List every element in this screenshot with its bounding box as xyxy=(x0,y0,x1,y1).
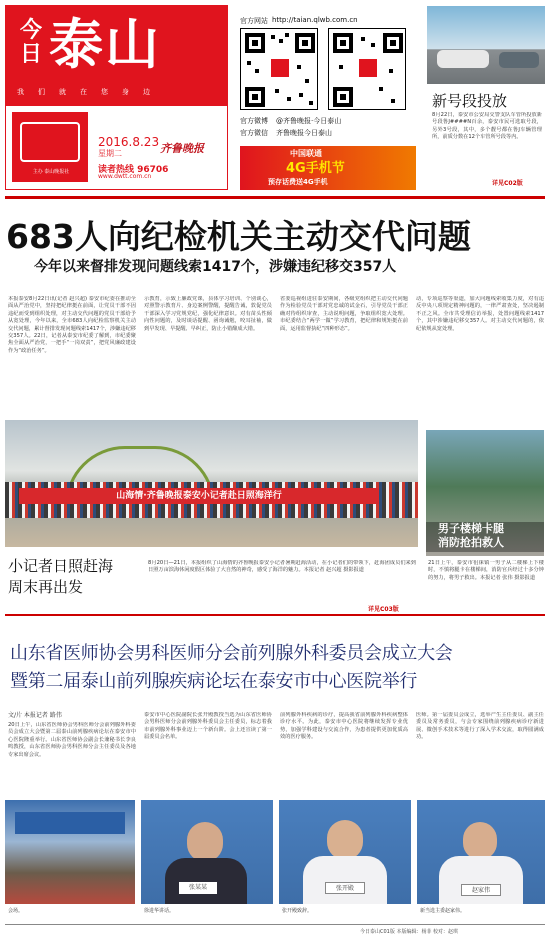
weibo-label: 官方微博 xyxy=(240,117,268,125)
bottom-byline: 文/片 本报记者 路伟 xyxy=(8,712,62,719)
side-story-photo xyxy=(427,6,545,84)
qr-wechat-icon xyxy=(329,29,406,110)
bottom-column-4: 医师。第一届委员会成立，选举产生主任委员、副主任委员及常务委员，与会专家围绕前列腺疾病诊疗新进展、微创手术技术等进行了深入学术交流，取得圆满成功。 xyxy=(416,712,544,741)
qr-code-wechat xyxy=(328,28,406,110)
seal-icon xyxy=(20,122,80,162)
reader-hotline: 读者热线 96706 xyxy=(98,165,169,175)
nameplate-3: 赵家伟 xyxy=(461,884,501,896)
nameplate-1: 张某某 xyxy=(179,882,217,894)
logo-small-text: 今日 xyxy=(19,17,42,67)
bottom-column-3: 前列腺外科疾病的诊疗，提高我省前列腺外科疾病整体诊疗水平。为此，泰安市中心医院将继续发挥专业优势，加强学科建设与交流合作，为患者提供更加优质高效的医疗服务。 xyxy=(280,712,408,741)
masthead-logo xyxy=(15,13,220,79)
footer-divider xyxy=(5,924,545,925)
side-story-ref[interactable]: 详见C02版 xyxy=(492,180,523,187)
ad-line2: 预存话费送4G手机 xyxy=(268,178,328,186)
car-shape xyxy=(437,50,489,68)
qr-weibo-icon xyxy=(241,29,318,110)
ad-brand: 中国联通 xyxy=(290,149,322,158)
masthead-slogan: 我们就在您身边 xyxy=(17,88,164,96)
photo-caption-speaker-1: 徐进华讲话。 xyxy=(144,908,175,914)
photo-story-ref[interactable]: 详见C03版 xyxy=(368,606,399,613)
conference-photo-speaker-2 xyxy=(279,800,411,904)
brand-name: 齐鲁晚报 xyxy=(160,142,204,155)
person-head-shape xyxy=(187,822,223,862)
person-head-shape xyxy=(327,820,363,860)
rescue-caption: 21日上午，泰安市徂徕镇一男子从二楼梯上下楼时，不慎将腿卡在楼梯间，消防官兵经过十多分钟的努力，将男子救出。本报记者 张伟 摄影报道 xyxy=(428,560,544,581)
masthead-seal-block xyxy=(12,112,88,182)
site-url[interactable]: http://taian.qlwb.com.cn xyxy=(272,16,358,24)
photo-caption-venue: 会场。 xyxy=(8,908,24,914)
side-story-body: 8月22日，泰安市公安局交警支队车管所投放新号段鲁J####N百余，泰安市民可选取号段，另外3号段，其中，多个靓号都在鲁J车辆管理所，前质分数在12个车管所号段等内。 xyxy=(432,112,542,141)
car-shape xyxy=(499,52,539,68)
masthead-edition-note: 主办 泰山晚报社 xyxy=(32,169,70,175)
lead-column-1: 本报泰安8月22日讯(记者 赵兴超) 泰安市纪委在推动全面从严治党中，坚持把纪律挺在前面，让党员干部不因违纪而受到组织处理，对主动交代问题的党员干部给予从宽处理，今年以来，全市683人向纪检监察机关主动交代问题，累计督排发现问题线索1417个，涉嫌违纪移交357人。22日，记者从泰安市纪委了解到，市纪委聚焦全面从严治党，一把手“一岗双责”，把党风廉政建设作为“政治任务”。 xyxy=(8,296,136,354)
photo-caption-speaker-2: 张开殿致辞。 xyxy=(282,908,313,914)
qr-code-weibo xyxy=(240,28,318,110)
issue-weekday: 星期二 xyxy=(98,149,122,158)
wechat-label: 官方微信 xyxy=(240,129,268,137)
lead-subhead: 今年以来督排发现问题线索1417个，涉嫌违纪移交357人 xyxy=(34,259,397,275)
logo-big-text: 泰山 xyxy=(49,12,161,76)
rescue-photo xyxy=(426,430,544,556)
bottom-column-1: 20日上午，山东省医师协会男科医师分会前列腺外科委员会成立大会暨第二届泰山前列腺疾病论坛在泰安市中心医院隆重举行。山东省医师协会副会长兼秘书长李良鸣教授，山东省医师协会男科医师分会主任委员及各地专家出席会议。 xyxy=(8,722,136,758)
weibo-value: @齐鲁晚报·今日泰山 xyxy=(276,117,342,125)
rescue-overlay-title: 男子楼梯卡腿 消防抢拍救人 xyxy=(438,522,504,549)
conference-photo-speaker-3 xyxy=(417,800,545,904)
bottom-headline-1: 山东省医师协会男科医师分会前列腺外科委员会成立大会 xyxy=(10,643,453,664)
person-body-shape xyxy=(303,856,387,904)
top-divider xyxy=(5,196,545,199)
photo-caption-speaker-3: 新当选主委赵家伟。 xyxy=(420,908,466,914)
wechat-value: 齐鲁晚报今日泰山 xyxy=(276,129,332,137)
bottom-column-2: 泰安市中心医院副院长张开殿教授当选为山东省医师协会男科医师分会前列腺外科委员会主任委员，标志着我市前列腺外科事业迈上一个新台阶。会上还宣读了第一届委员会名单。 xyxy=(144,712,272,741)
issue-date: 2016.8.23 xyxy=(98,135,160,149)
mid-divider xyxy=(5,614,545,616)
lead-column-2: 示教育，示致上廉政党课，县体学习培训、个别谈心，对照警示教育片、身边案例警醒，提醒告诫，敦促党员干部深入学习党规党纪，强化纪律意识。对有苗头性倾向性问题的，及时谈话提醒、函询诫勉，咬耳扯袖，做到早发现、早提醒、早纠正，防止小错酿成大错。 xyxy=(144,296,272,332)
photo-story-headline: 小记者日照赶海 周末再出发 xyxy=(8,557,114,596)
conference-photo-speaker-1 xyxy=(141,800,273,904)
bottom-headline-2: 暨第二届泰山前列腺疾病论坛在泰安市中心医院举行 xyxy=(10,671,418,692)
nameplate-2: 张开殿 xyxy=(325,882,365,894)
group-photo xyxy=(5,420,418,547)
masthead-website[interactable]: www.dwtt.com.cn xyxy=(98,173,152,180)
person-body-shape xyxy=(165,858,247,904)
lead-headline: 683人向纪检机关主动交代问题 xyxy=(6,217,471,256)
site-label: 官方网站 xyxy=(240,17,268,25)
ad-line1: 4G手机节 xyxy=(286,161,345,176)
unicom-ad[interactable] xyxy=(240,146,416,190)
stage-banner-shape xyxy=(15,812,125,834)
page-footer: 今日泰山C01版 本版编辑：杨菲 校对：赵琪 xyxy=(360,929,459,935)
lead-column-3: 省委巡视组进驻泰安期间，各级党组织把主动交代问题作为检验党员干部对党忠诚的试金石，引导党员干部正确对待组织审查，主动说明问题，争取组织宽大处理。市纪委结合“两学一做”学习教育，把纪律和规矩挺在前面，运用监督执纪“四种形态”。 xyxy=(280,296,408,332)
group-banner: 山海情·齐鲁晚报泰安小记者赴日照海洋行 xyxy=(19,488,379,504)
side-story-title: 新号段投放 xyxy=(432,92,508,110)
conference-photo-venue xyxy=(5,800,135,904)
photo-story-caption: 8月20日—21日，本报组织了山海情的齐鲁晚报泰安小记者暑期赶海活动，在小记者们的带领下，赶海团成员们来到日照万亩滨海休闲度假区体验了大自然的神奇，感受了海洋的魅力。本报记者 赵兴超 摄影报道 xyxy=(148,560,416,574)
lead-column-4: 动，专项巡察等渠道，加大问题线索收集力度，对有违反中央八项规定精神问题的，一律严肃查处，坚决遏制不正之风。全市共受理信访举报，处置问题线索1417个，其中涉嫌违纪移交357人。对主动交代问题的，依纪依规从宽处理。 xyxy=(416,296,544,332)
person-head-shape xyxy=(463,822,497,860)
